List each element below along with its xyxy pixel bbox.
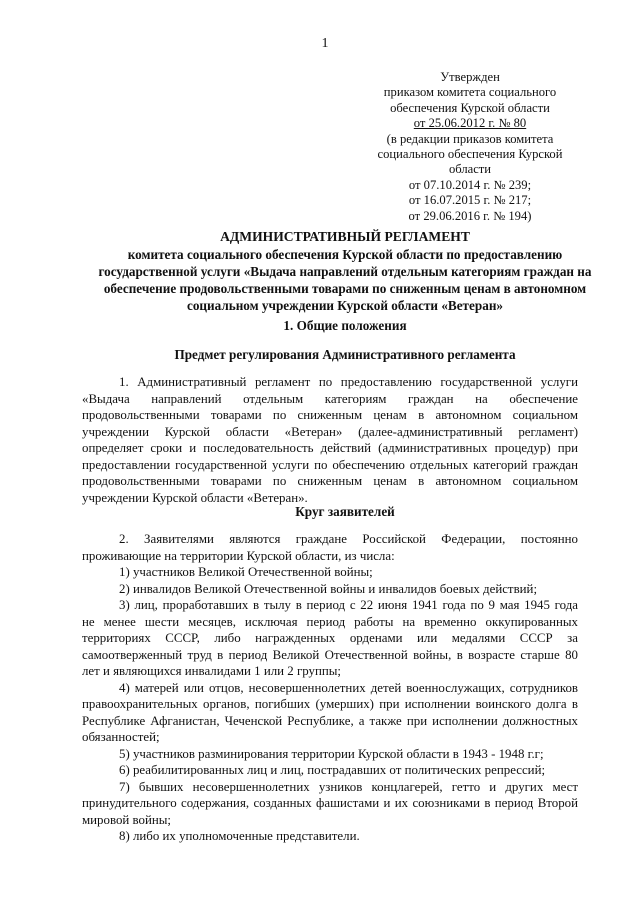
list-item: 6) реабилитированных лиц и лиц, пострадавших от политических репрессий; — [119, 763, 546, 777]
paragraph-line: не менее шести месяцев, исключая период работы на временно оккупированных — [82, 614, 578, 629]
title-line: социальном учреждении Курской области «Ветеран» — [186, 298, 504, 313]
paragraph-line: продовольственными товарами по сниженным ценам в автономном социальном — [82, 408, 578, 422]
paragraph-line: правоохранительных органов, погибших (умерших) при исполнении воинского долга в — [82, 697, 578, 711]
list-item: 8) либо их уполномоченные представители. — [119, 829, 360, 843]
approval-block — [372, 70, 568, 224]
approval-line: обеспечения Курской области — [390, 100, 550, 115]
section-heading: 1. Общие положения — [283, 318, 407, 333]
paragraph-line: продовольственными товарами по сниженным ценам в автономном социальном — [82, 474, 578, 488]
paragraph-line: принудительного содержания, созданных фашистами и их союзниками в период Второй — [82, 796, 578, 810]
subsection-heading: Предмет регулирования Административного регламента — [174, 347, 516, 362]
paragraph-line: обязанностей; — [82, 730, 160, 744]
paragraph-line: учреждении Курской области «Ветеран» (далее-административный регламент) — [82, 424, 578, 439]
approval-line: от 16.07.2015 г. № 217; — [408, 193, 532, 208]
paragraph-2 — [82, 531, 578, 845]
title-line: обеспечение продовольственными товарами по сниженным ценам в автономном — [103, 281, 587, 296]
title-line: государственной услуги «Выдача направлений отдельным категориям граждан на — [98, 264, 592, 279]
list-item: 4) матерей или отцов, несовершеннолетних детей военнослужащих, сотрудников — [119, 680, 578, 695]
paragraph-line: «Выдача направлений отдельным категориям граждан на обеспечение — [82, 391, 578, 406]
paragraph-line: проживающие на территории Курской области, из числа: — [82, 548, 395, 563]
approval-line: (в редакции приказов комитета — [386, 131, 554, 146]
paragraph-1 — [82, 374, 578, 506]
approval-line: социального обеспечения Курской — [377, 147, 563, 162]
list-item: 2) инвалидов Великой Отечественной войны и инвалидов боевых действий; — [119, 581, 538, 596]
paragraph-line: мировой войны; — [82, 812, 171, 827]
list-item: 5) участников разминирования территории Курской области в 1943 - 1948 г.г; — [119, 746, 544, 761]
title-line: комитета социального обеспечения Курской области по предоставлению — [127, 247, 563, 262]
paragraph-line: самоотверженный труд в период Великой Отечественной войны, в возрасте старше 80 — [82, 647, 578, 662]
paragraph-line: учреждении Курской области «Ветеран». — [82, 490, 308, 505]
paragraph-line: Республике Афганистан, Чеченской Республике, а также при исполнении должностных — [82, 713, 578, 728]
list-item: 3) лиц, проработавших в тылу в период с 22 июня 1941 года по 9 мая 1945 года — [119, 598, 578, 612]
approval-order-date: от 25.06.2012 г. № 80 — [413, 116, 527, 131]
paragraph-line: определяет сроки и последовательность действий (административных процедур) при — [82, 441, 578, 455]
paragraph-line: 1. Административный регламент по предоставлению государственной услуги — [119, 375, 578, 389]
applicants-heading: Круг заявителей — [295, 504, 395, 519]
paragraph-line: территориях СССР, либо награжденных орденами или медалями СССР за — [82, 631, 578, 645]
list-item: 7) бывших несовершеннолетних узников концлагерей, гетто и других мест — [119, 779, 578, 794]
approval-line: Утвержден — [440, 70, 500, 84]
approval-line: от 29.06.2016 г. № 194) — [408, 208, 532, 223]
page-number: 1 — [321, 36, 329, 51]
document-title — [70, 228, 620, 314]
paragraph-line: предоставлении государственной услуги по обеспечению отдельных категорий граждан — [82, 457, 578, 472]
paragraph-line: 2. Заявителями являются граждане Российской Федерации, постоянно — [119, 532, 578, 546]
paragraph-line: лет и являющихся инвалидами 1 или 2 группы; — [82, 664, 342, 678]
approval-line: приказом комитета социального — [383, 85, 557, 100]
list-item: 1) участников Великой Отечественной войны; — [119, 565, 373, 579]
approval-line: области — [448, 162, 492, 177]
title-main: АДМИНИСТРАТИВНЫЙ РЕГЛАМЕНТ — [220, 229, 470, 244]
approval-line: от 07.10.2014 г. № 239; — [408, 177, 532, 192]
